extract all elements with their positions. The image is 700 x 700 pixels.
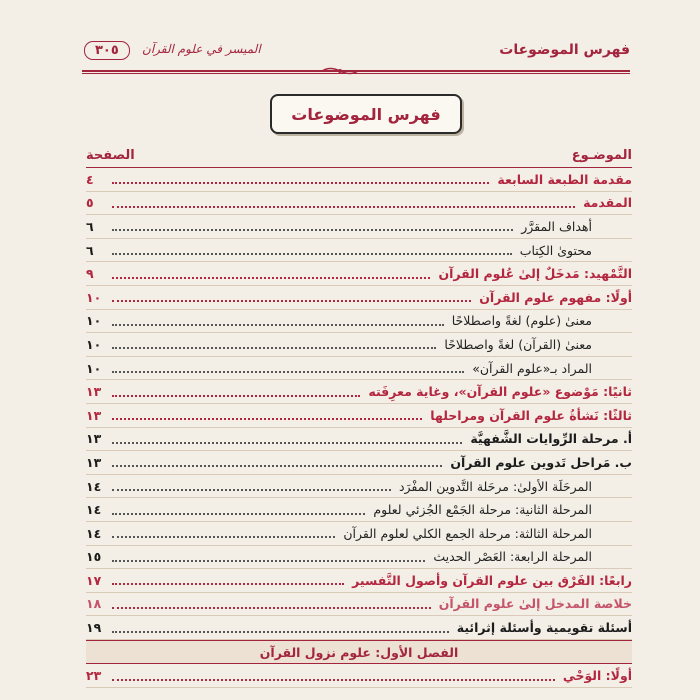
toc-entry-title: التَّمْهيد: مَدخَلٌ إلىٰ عُلوم القرآن	[438, 266, 632, 282]
dot-leader	[112, 229, 513, 231]
toc-entry[interactable]	[86, 239, 632, 263]
toc-entry-page: ١٠	[86, 313, 102, 329]
toc-entry[interactable]	[86, 569, 632, 593]
toc-entry-title: ب. مَراحل تَدوين علوم القرآن	[450, 454, 632, 470]
toc-entry-page: ١٣	[86, 431, 102, 447]
toc-entry[interactable]	[86, 664, 632, 688]
dot-leader	[112, 513, 365, 515]
toc-entry[interactable]	[86, 522, 632, 546]
toc-entry-page: ٤	[86, 171, 94, 187]
toc-entry-page: ٢٣	[86, 668, 102, 684]
toc-entry-title: أولًا: مفهوم علوم القرآن	[479, 289, 632, 305]
dot-leader	[112, 489, 391, 491]
running-header-book-title: الميسر في علوم القرآن	[142, 42, 261, 56]
dot-leader	[112, 253, 512, 255]
toc-entry[interactable]	[86, 546, 632, 570]
toc-entry[interactable]	[86, 333, 632, 357]
running-header-title: فهرس الموضوعات	[499, 42, 630, 58]
toc-entry-page: ١٠	[86, 360, 102, 376]
toc-entry[interactable]	[86, 380, 632, 404]
toc-entry-page: ١٠	[86, 336, 102, 352]
dot-leader	[112, 277, 430, 279]
dot-leader	[112, 206, 575, 208]
toc-entry-title: خلاصة المدخل إلىٰ علوم القرآن	[438, 596, 632, 612]
dot-leader	[112, 324, 444, 326]
dot-leader	[112, 347, 436, 349]
dot-leader	[112, 465, 442, 467]
toc-entry-title: أ. مرحلة الرِّوايات الشَّفهيَّة	[470, 431, 632, 447]
toc-entry[interactable]	[86, 310, 632, 334]
dot-leader	[112, 418, 422, 420]
toc-entry[interactable]	[86, 357, 632, 381]
dot-leader	[112, 560, 425, 562]
toc-entry-title: المرحلة الثانية: مرحلة الجَمْع الجُزئي لعلوم	[373, 502, 592, 518]
toc-entry-page: ١٣	[86, 384, 102, 400]
column-headers	[86, 148, 632, 166]
toc-entry[interactable]	[86, 215, 632, 239]
column-header-topic: الموضـوع	[571, 148, 632, 163]
toc-entry-title: المرحلة الرابعة: العَصْر الحديث	[433, 549, 592, 565]
toc-entry-page: ١٠	[86, 289, 102, 305]
toc-entry[interactable]	[86, 498, 632, 522]
toc-entry-page: ٦	[86, 242, 94, 258]
dot-leader	[112, 395, 360, 397]
running-header	[82, 42, 630, 66]
dot-leader	[112, 371, 464, 373]
toc-entry-page: ١٤	[86, 478, 102, 494]
toc-entry-title: أهداف المقرَّر	[521, 218, 592, 234]
page-title: فهرس الموضوعات	[291, 104, 441, 124]
toc-entry[interactable]	[86, 616, 632, 640]
toc-entry-page: ١٨	[86, 596, 102, 612]
dot-leader	[112, 442, 462, 444]
toc-entry-title: الفصل الأول: علوم نزول القرآن	[259, 644, 459, 660]
dot-leader	[112, 631, 449, 633]
dot-leader	[112, 536, 335, 538]
page-number: ٣٠٥	[84, 41, 130, 60]
dot-leader	[112, 300, 471, 302]
toc-entry-page: ١٥	[86, 549, 102, 565]
dot-leader	[112, 583, 344, 585]
toc-entry-title: معنىٰ (القرآن) لغةً واصطلاحًا	[444, 336, 592, 352]
toc-entry-title: ثالثًا: نَشأةُ علوم القرآن ومراحلها	[430, 407, 632, 423]
toc-list	[86, 168, 632, 688]
toc-entry-title: المقدمة	[583, 195, 632, 211]
toc-entry-page: ٩	[86, 266, 94, 282]
dot-leader	[112, 182, 489, 184]
toc-entry-title: المرحلة الثالثة: مرحلة الجمع الكلي لعلوم القرآن	[343, 525, 592, 541]
chapter-heading[interactable]	[86, 640, 632, 665]
toc-entry-title: معنىٰ (علوم) لغةً واصطلاحًا	[451, 313, 592, 329]
toc-entry-title: أولًا: الوَحْي	[562, 668, 632, 684]
toc-entry[interactable]	[86, 475, 632, 499]
toc-entry-page: ١٣	[86, 407, 102, 423]
dot-leader	[112, 607, 431, 609]
toc-entry-title: محتوىٰ الكِتاب	[519, 242, 592, 258]
toc-entry-page: ١٧	[86, 572, 102, 588]
toc-entry-title: المرحَلَة الأولىٰ: مرحَلة التَّدوين المفْرَد	[398, 478, 592, 494]
dot-leader	[112, 679, 555, 681]
page-title-box	[270, 94, 462, 134]
toc-entry-title: رابعًا: الفَرْق بين علوم القرآن وأصول التَّفسير	[352, 572, 632, 588]
toc-entry-title: أسئلة تقويمية وأسئلة إثرائية	[456, 620, 632, 636]
toc-entry[interactable]	[86, 286, 632, 310]
toc-entry-page: ٦	[86, 218, 94, 234]
toc-entry[interactable]	[86, 451, 632, 475]
toc-entry-page: ١٩	[86, 620, 102, 636]
toc-entry[interactable]	[86, 192, 632, 216]
toc-entry-title: المراد بـ«علوم القرآن»	[472, 360, 592, 376]
toc-entry[interactable]	[86, 168, 632, 192]
toc-entry-page: ١٣	[86, 454, 102, 470]
toc-entry[interactable]	[86, 404, 632, 428]
toc-entry[interactable]	[86, 262, 632, 286]
toc-entry[interactable]	[86, 593, 632, 617]
column-header-page: الصفحة	[86, 148, 135, 163]
toc-entry[interactable]	[86, 428, 632, 452]
toc-entry-title: ثانيًا: مَوْضوع «علوم القرآن»، وغاية معرِفَته	[368, 384, 632, 400]
toc-entry-page: ٥	[86, 195, 94, 211]
ornament-icon	[320, 66, 360, 76]
toc-entry-page: ١٤	[86, 502, 102, 518]
toc-entry-title: مقدمة الطبعة السابعة	[497, 171, 632, 187]
toc-entry-page: ١٤	[86, 525, 102, 541]
